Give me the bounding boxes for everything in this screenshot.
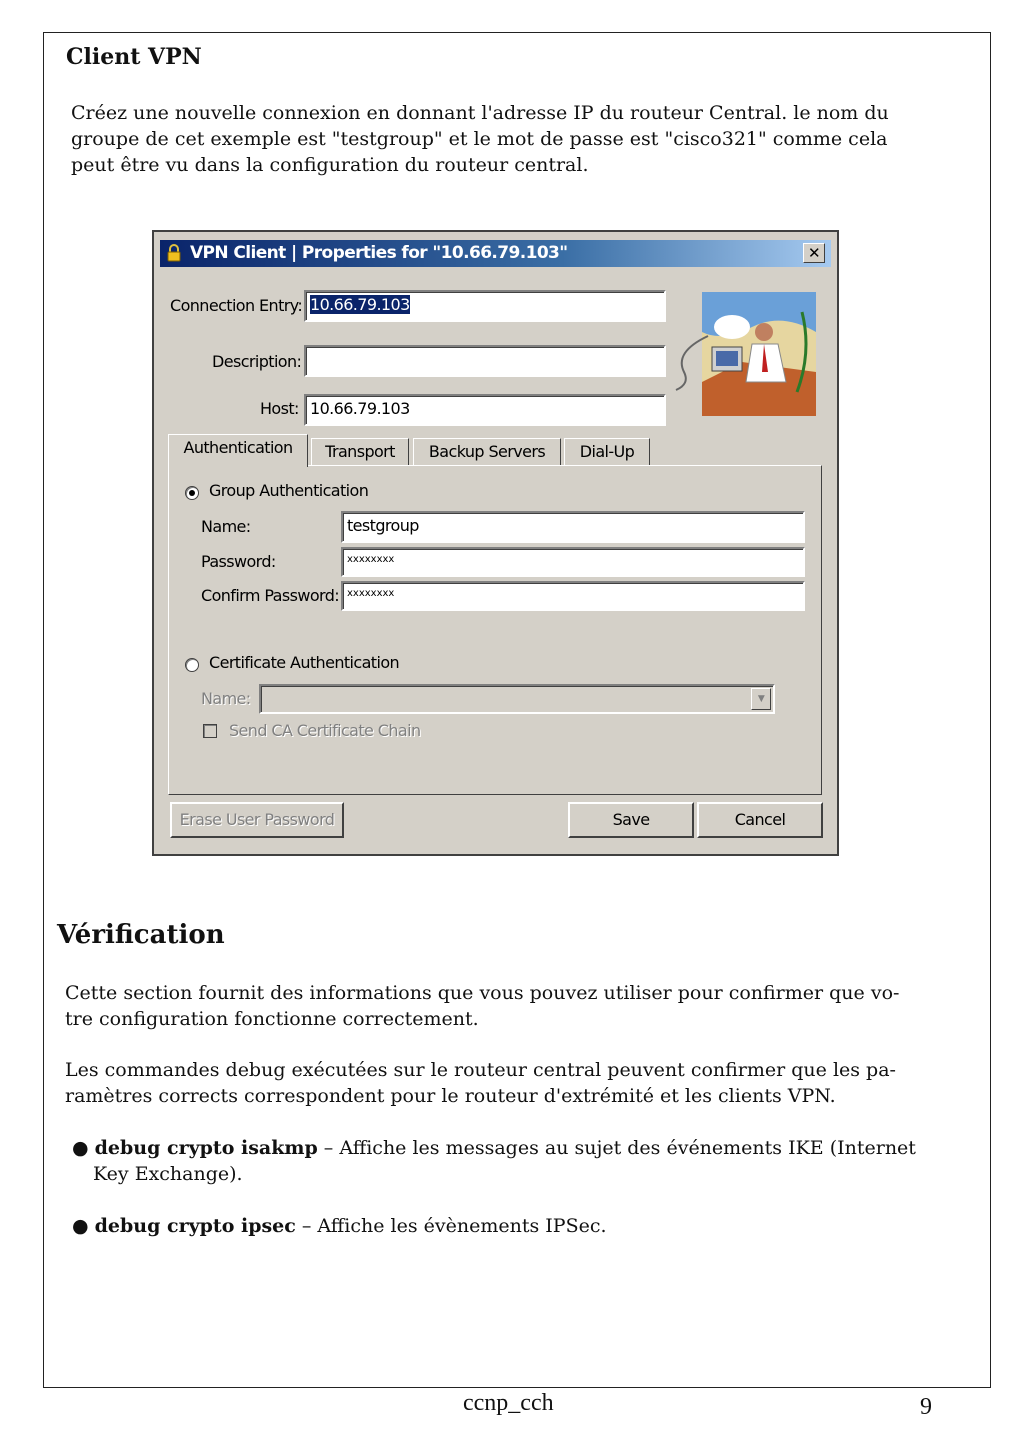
footer-label: ccnp_cch (463, 1390, 554, 1416)
paragraph-line: Cette section fournit des informations que vous pouvez utiliser pour confirmer que vo- (65, 982, 900, 1004)
intro-line: peut être vu dans la configuration du routeur central. (71, 154, 589, 176)
send-ca-checkbox[interactable] (203, 724, 217, 738)
group-auth-radio[interactable] (185, 486, 199, 500)
tab-transport[interactable]: Transport (311, 438, 409, 466)
command-description: – Affiche les évènements IPSec. (295, 1215, 607, 1237)
vpn-user-illustration (702, 292, 816, 416)
description-label: Description: (212, 352, 302, 371)
connection-entry-input[interactable]: 10.66.79.103 (304, 290, 666, 322)
page-number: 9 (920, 1394, 932, 1420)
section-title-client-vpn: Client VPN (66, 44, 202, 70)
command-name: debug crypto ipsec (94, 1215, 296, 1237)
bullet-icon: ● (72, 1215, 89, 1237)
vpn-properties-dialog (152, 230, 839, 856)
certificate-name-dropdown[interactable] (259, 684, 775, 714)
tab-dial-up[interactable]: Dial-Up (564, 438, 650, 466)
certificate-auth-label: Certificate Authentication (209, 653, 400, 672)
lock-icon (166, 244, 182, 262)
cable-icon (674, 332, 710, 392)
description-input[interactable] (304, 345, 666, 377)
intro-line: groupe de cet exemple est "testgroup" et le mot de passe est "cisco321" comme cela (71, 128, 888, 150)
section-title-verification: Vérification (57, 920, 225, 950)
paragraph-line: tre configuration fonctionne correctement. (65, 1008, 479, 1030)
list-item (72, 1213, 607, 1239)
paragraph-line: Les commandes debug exécutées sur le routeur central peuvent confirmer que les pa- (65, 1059, 896, 1081)
connection-entry-label: Connection Entry: (170, 296, 303, 315)
certificate-auth-radio[interactable] (185, 658, 199, 672)
group-name-input[interactable]: testgroup (341, 511, 805, 543)
list-item-continuation: Key Exchange). (93, 1163, 243, 1185)
host-label: Host: (260, 399, 299, 418)
group-auth-label: Group Authentication (209, 481, 369, 500)
chevron-down-icon[interactable]: ▼ (751, 688, 771, 710)
bullet-icon: ● (72, 1137, 89, 1159)
save-button[interactable]: Save (568, 802, 694, 838)
tab-backup-servers[interactable]: Backup Servers (413, 438, 561, 466)
command-description: – Affiche les messages au sujet des événements IKE (Internet (317, 1137, 916, 1159)
authentication-panel (168, 465, 822, 795)
confirm-password-input[interactable]: xxxxxxxx (341, 581, 805, 611)
close-button[interactable] (803, 243, 825, 263)
send-ca-label: Send CA Certificate Chain (229, 721, 421, 740)
close-icon: ✕ (808, 244, 820, 262)
tab-authentication[interactable]: Authentication (168, 434, 308, 467)
list-item (72, 1135, 916, 1161)
erase-user-password-button[interactable]: Erase User Password (170, 802, 344, 838)
password-label: Password: (201, 552, 276, 571)
confirm-password-label: Confirm Password: (201, 586, 340, 605)
dialog-title: VPN Client | Properties for "10.66.79.103" (190, 243, 568, 263)
intro-line: Créez une nouvelle connexion en donnant l'adresse IP du routeur Central. le nom du (71, 102, 889, 124)
password-input[interactable]: xxxxxxxx (341, 547, 805, 577)
command-name: debug crypto isakmp (94, 1137, 318, 1159)
cancel-button[interactable]: Cancel (697, 802, 823, 838)
dialog-titlebar (160, 240, 831, 267)
name-label: Name: (201, 517, 251, 536)
paragraph-line: ramètres corrects correspondent pour le routeur d'extrémité et les clients VPN. (65, 1085, 836, 1107)
host-input[interactable]: 10.66.79.103 (304, 394, 666, 426)
cert-name-label: Name: (201, 689, 251, 708)
